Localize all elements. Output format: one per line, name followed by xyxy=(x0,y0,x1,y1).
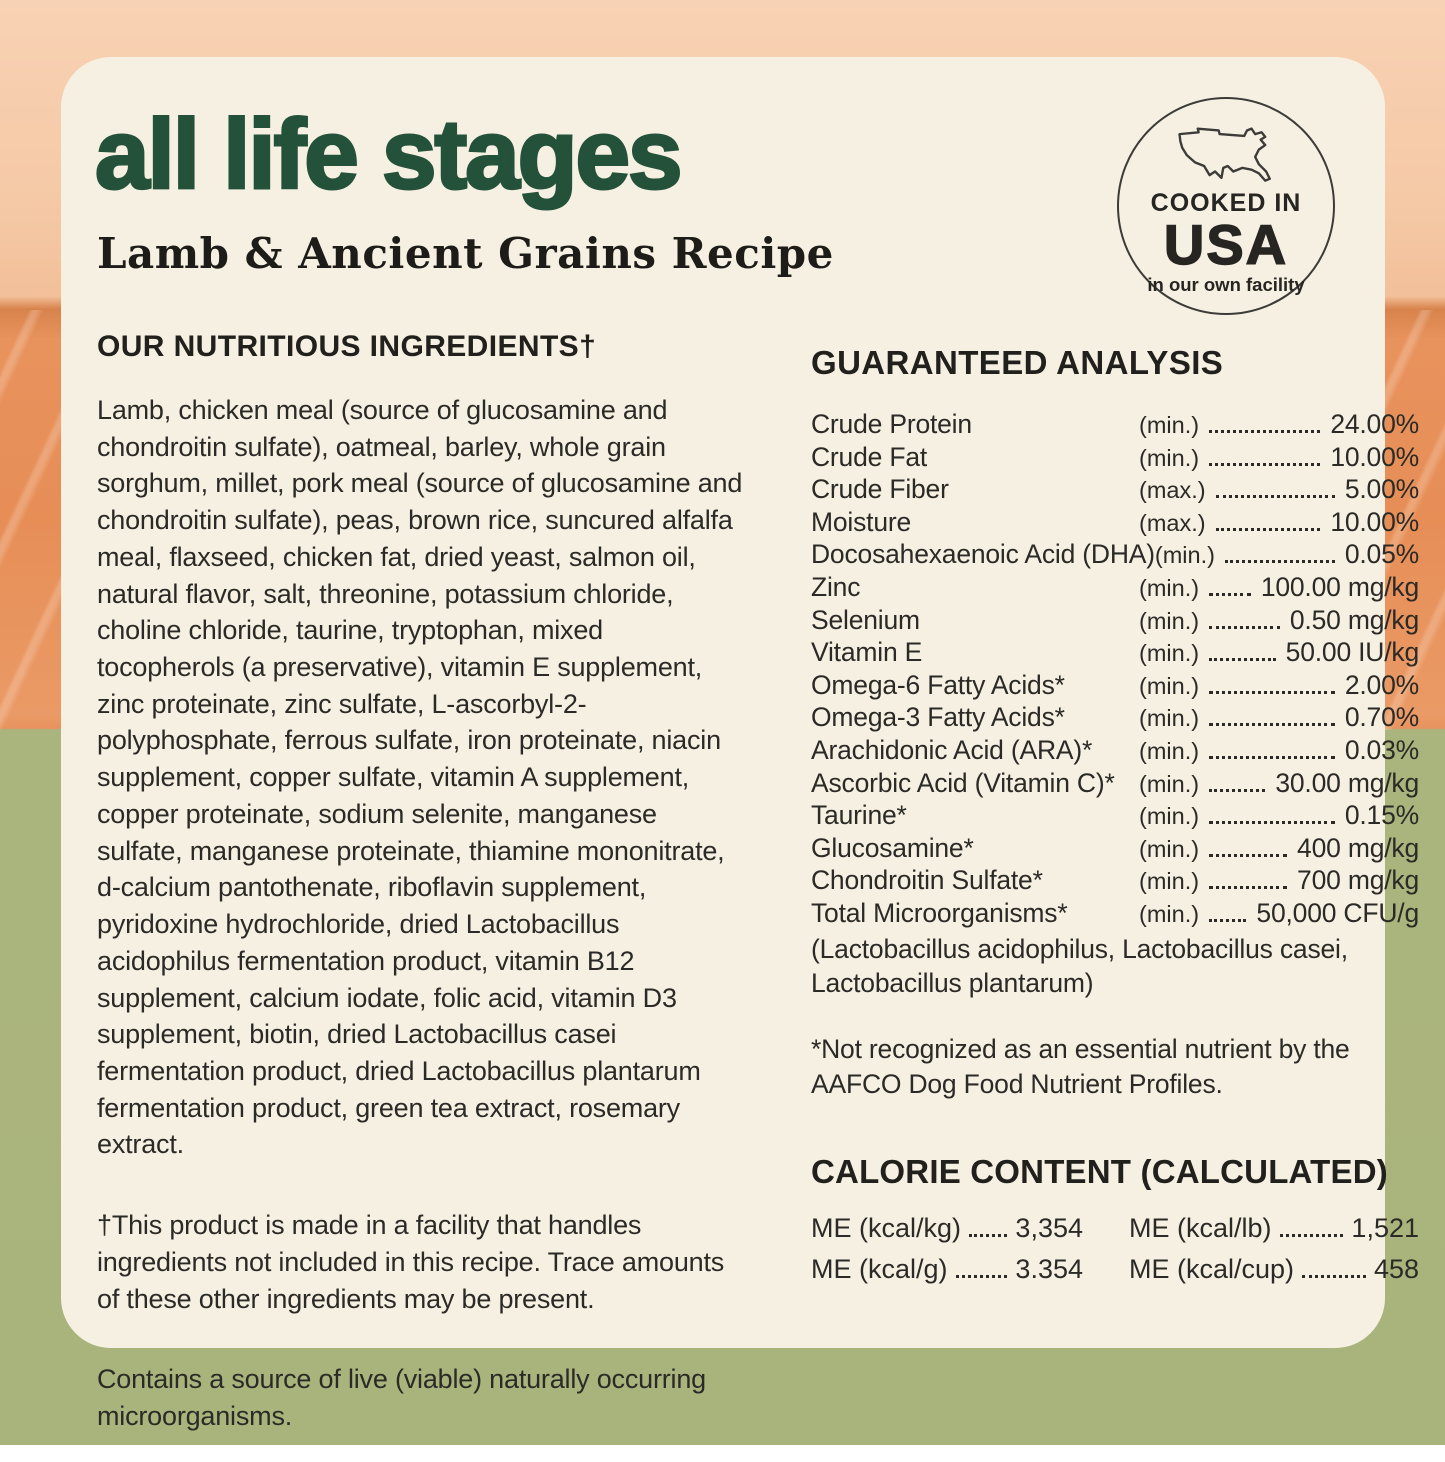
badge-line2: USA xyxy=(1163,213,1289,276)
nutrient-qualifier: (min.) xyxy=(1139,737,1200,764)
calorie-value: 458 xyxy=(1373,1254,1419,1285)
two-column-layout xyxy=(95,330,1419,1462)
nutrient-value: 50.00 IU/kg xyxy=(1285,637,1419,668)
nutrient-label: Selenium xyxy=(811,604,920,635)
analysis-row xyxy=(811,506,1419,539)
guaranteed-analysis-heading: GUARANTEED ANALYSIS xyxy=(811,344,1224,381)
recipe-subtitle: Lamb & Ancient Grains Recipe xyxy=(97,229,834,278)
nutrient-value: 24.00% xyxy=(1330,409,1419,439)
analysis-row xyxy=(811,701,1419,734)
nutrient-value: 400 mg/kg xyxy=(1297,832,1419,863)
cooked-in-usa-badge xyxy=(1117,97,1335,315)
analysis-row xyxy=(811,604,1419,637)
analysis-row xyxy=(811,669,1419,702)
analysis-row xyxy=(811,636,1419,669)
dotted-leader xyxy=(1209,789,1265,792)
nutrient-value: 700 mg/kg xyxy=(1297,865,1419,896)
ingredients-heading: OUR NUTRITIOUS INGREDIENTS† xyxy=(97,330,597,363)
nutrient-value: 0.15% xyxy=(1344,800,1419,831)
nutrient-value: 30.00 mg/kg xyxy=(1275,767,1419,798)
badge-line1: COOKED IN xyxy=(1150,189,1302,217)
badge-line3: in our own facility xyxy=(1147,274,1305,296)
dotted-leader xyxy=(1302,1275,1366,1278)
dotted-leader xyxy=(1209,821,1335,824)
analysis-row xyxy=(811,897,1419,930)
dotted-leader xyxy=(969,1234,1007,1237)
nutrient-label: Vitamin E xyxy=(811,637,923,668)
dotted-leader xyxy=(1209,430,1320,433)
nutrient-label: Crude Fat xyxy=(811,441,928,472)
nutrient-label: Chondroitin Sulfate* xyxy=(811,865,1043,896)
analysis-row xyxy=(811,473,1419,506)
dotted-leader xyxy=(1216,528,1321,531)
nutrient-label: Omega-6 Fatty Acids* xyxy=(811,669,1065,700)
dotted-leader xyxy=(956,1275,1008,1278)
nutrient-label: Crude Protein xyxy=(811,409,972,439)
dotted-leader xyxy=(1209,691,1335,694)
nutrient-qualifier: (max.) xyxy=(1139,477,1206,504)
analysis-row xyxy=(811,408,1419,441)
nutrient-label: Arachidonic Acid (ARA)* xyxy=(811,734,1093,765)
calorie-row xyxy=(1129,1254,1419,1285)
calorie-label: ME (kcal/kg) xyxy=(811,1213,962,1244)
ingredients-column xyxy=(97,330,745,1462)
nutrient-label: Omega-3 Fatty Acids* xyxy=(811,702,1065,733)
nutrient-qualifier: (min.) xyxy=(1139,868,1200,895)
nutrient-qualifier: (max.) xyxy=(1139,509,1206,536)
nutrient-label: Ascorbic Acid (Vitamin C)* xyxy=(811,767,1115,798)
analysis-row xyxy=(811,571,1419,604)
calorie-value: 1,521 xyxy=(1351,1213,1419,1244)
nutrient-qualifier: (min.) xyxy=(1154,542,1215,569)
analysis-row xyxy=(811,832,1419,865)
nutrient-value: 0.05% xyxy=(1344,539,1419,570)
nutrient-value: 50,000 CFU/g xyxy=(1256,897,1419,928)
calorie-row xyxy=(811,1254,1083,1285)
analysis-row xyxy=(811,441,1419,474)
nutrient-value: 10.00% xyxy=(1330,506,1419,537)
dotted-leader xyxy=(1209,919,1246,922)
calorie-label: ME (kcal/lb) xyxy=(1129,1213,1272,1244)
label-card xyxy=(61,57,1419,1431)
nutrient-value: 0.50 mg/kg xyxy=(1289,604,1419,635)
calorie-value: 3.354 xyxy=(1015,1254,1083,1285)
nutrient-qualifier: (min.) xyxy=(1139,803,1200,830)
analysis-row xyxy=(811,538,1419,571)
calorie-label: ME (kcal/cup) xyxy=(1129,1254,1295,1285)
nutrient-qualifier: (min.) xyxy=(1139,900,1200,927)
dotted-leader xyxy=(1209,658,1276,661)
microorganism-species-note: (Lactobacillus acidophilus, Lactobacillus casei, Lactobacillus plantarum) xyxy=(811,933,1348,998)
dotted-leader xyxy=(1216,495,1335,498)
analysis-row xyxy=(811,734,1419,767)
dotted-leader xyxy=(1209,854,1287,857)
ingredients-list: Lamb, chicken meal (source of glucosamine and chondroitin sulfate), oatmeal, barley, whole grain sorghum, millet, pork meal (source of glucosamine and chondroitin sulfate), peas, brown rice, suncured alfalfa meal, flaxseed, chicken fat, dried yeast, salmon oil, natural flavor, salt, threonine, potassium chloride, choline chloride, taurine, tryptophan, mixed tocopherols (a preservative), vitamin E supplement, zinc proteinate, zinc sulfate, L-ascorbyl-2-polyphosphate, ferrous sulfate, iron proteinate, niacin supplement, copper sulfate, vitamin A supplement, copper proteinate, sodium selenite, manganese sulfate, manganese proteinate, thiamine mononitrate, d-calcium pantothenate, riboflavin supplement, pyridoxine hydrochloride, dried Lactobacillus acidophilus fermentation product, vitamin B12 supplement, calcium iodate, folic acid, vitamin D3 supplement, biotin, dried Lactobacillus casei fermentation product, dried Lactobacillus plantarum fermentation product, green tea extract, rosemary extract. xyxy=(97,395,743,1160)
nutrient-qualifier: (min.) xyxy=(1139,412,1200,438)
calorie-row xyxy=(1129,1213,1419,1244)
nutrient-value: 0.70% xyxy=(1344,702,1419,733)
calorie-content-heading: CALORIE CONTENT (CALCULATED) xyxy=(811,1153,1388,1191)
dotted-leader xyxy=(1209,593,1251,596)
dotted-leader xyxy=(1209,463,1320,466)
dotted-leader xyxy=(1280,1234,1344,1237)
analysis-column xyxy=(811,330,1419,1462)
nutrient-qualifier: (min.) xyxy=(1139,672,1200,699)
nutrient-value: 100.00 mg/kg xyxy=(1260,571,1419,602)
aafco-disclaimer: *Not recognized as an essential nutrient by the AAFCO Dog Food Nutrient Profiles. xyxy=(811,1034,1350,1099)
nutrient-qualifier: (min.) xyxy=(1139,705,1200,732)
usa-map-icon xyxy=(1168,125,1284,187)
facility-footnote: †This product is made in a facility that handles ingredients not included in this recipe. Trace amounts of these other ingredients may be present. xyxy=(97,1210,725,1314)
calorie-value: 3,354 xyxy=(1015,1213,1083,1244)
nutrient-qualifier: (min.) xyxy=(1139,607,1200,634)
nutrient-qualifier: (min.) xyxy=(1139,444,1200,471)
dotted-leader xyxy=(1225,560,1335,563)
nutrient-value: 5.00% xyxy=(1344,474,1419,505)
nutrient-qualifier: (min.) xyxy=(1139,835,1200,862)
nutrient-qualifier: (min.) xyxy=(1139,770,1200,797)
dotted-leader xyxy=(1209,886,1287,889)
nutrient-value: 10.00% xyxy=(1330,441,1419,472)
dotted-leader xyxy=(1209,756,1335,759)
nutrient-label: Moisture xyxy=(811,506,912,537)
calorie-row xyxy=(811,1213,1083,1244)
nutrient-label: Glucosamine* xyxy=(811,832,974,863)
dotted-leader xyxy=(1209,626,1280,629)
calorie-table xyxy=(811,1213,1419,1285)
nutrient-value: 0.03% xyxy=(1344,734,1419,765)
nutrient-label: Taurine* xyxy=(811,800,907,831)
calorie-label: ME (kcal/g) xyxy=(811,1254,948,1285)
analysis-row xyxy=(811,864,1419,897)
analysis-row xyxy=(811,767,1419,800)
microorganisms-note: Contains a source of live (viable) naturally occurring microorganisms. xyxy=(97,1364,706,1431)
nutrient-value: 2.00% xyxy=(1344,669,1419,700)
analysis-row xyxy=(811,799,1419,832)
dotted-leader xyxy=(1209,723,1335,726)
nutrient-qualifier: (min.) xyxy=(1139,574,1200,601)
nutrient-label: Crude Fiber xyxy=(811,474,949,505)
nutrient-label: Total Microorganisms* xyxy=(811,897,1068,928)
nutrient-label: Docosahexaenoic Acid (DHA) xyxy=(811,539,1155,570)
page-title: all life stages xyxy=(95,99,681,209)
nutrient-label: Zinc xyxy=(811,571,861,602)
nutrient-qualifier: (min.) xyxy=(1139,640,1200,667)
